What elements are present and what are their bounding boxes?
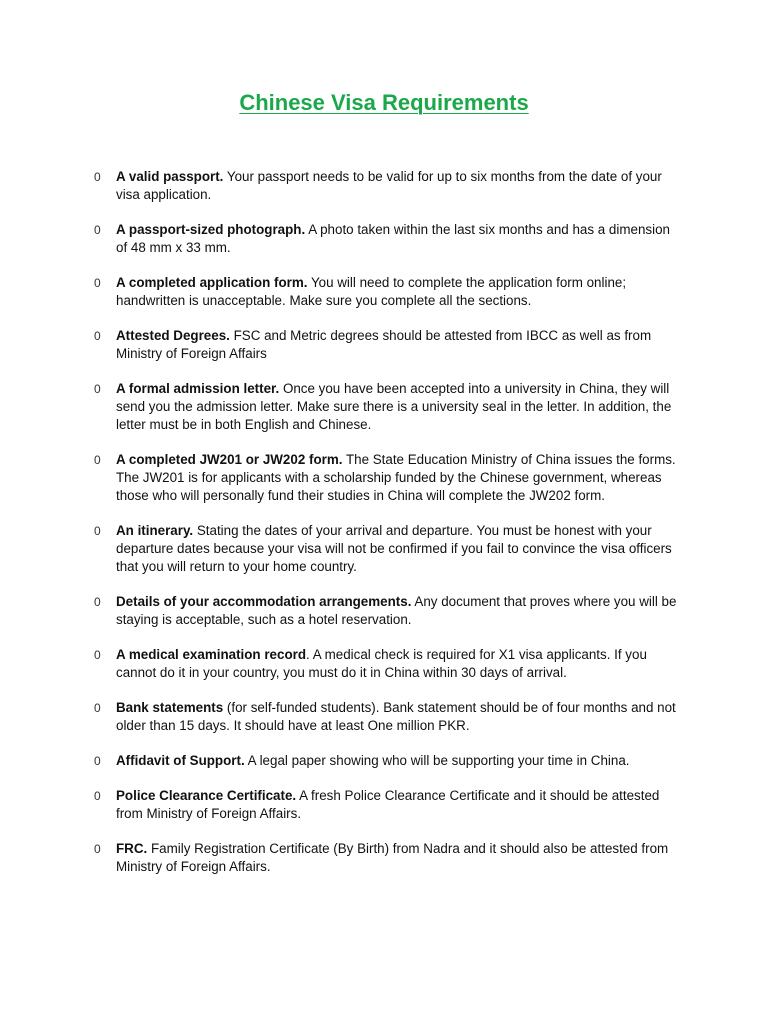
list-item [0, 522, 768, 576]
list-item [0, 380, 768, 434]
list-item [0, 593, 768, 629]
item-text: The State Education Ministry of China issues the forms. The JW201 is for applicants with a scholarship funded by the Chinese government, whereas those who will personally fund their studies in China will complete the JW202 form. [116, 452, 676, 503]
item-text: A photo taken within the last six months and has a dimension of 48 mm x 33 mm. [116, 222, 670, 255]
item-text: Family Registration Certificate (By Birth) from Nadra and it should also be attested from Ministry of Foreign Affairs. [116, 841, 669, 874]
list-item [0, 840, 768, 876]
list-item [0, 451, 768, 505]
list-item [0, 274, 768, 310]
item-heading: A formal admission letter. [116, 381, 280, 396]
item-heading: Attested Degrees. [116, 328, 230, 343]
item-heading: Details of your accommodation arrangements. [116, 594, 412, 609]
bullet-marker: 0 [94, 842, 101, 856]
bullet-marker: 0 [94, 170, 101, 184]
item-heading: A completed JW201 or JW202 form. [116, 452, 343, 467]
list-item [0, 221, 768, 257]
item-text: Once you have been accepted into a university in China, they will send you the admission letter. Make sure there is a university seal in the letter. In addition, the letter must be in both English and Chinese. [116, 381, 672, 432]
list-item [0, 327, 768, 363]
list-item [0, 787, 768, 823]
item-text: Your passport needs to be valid for up to six months from the date of your visa application. [116, 169, 662, 202]
bullet-marker: 0 [94, 223, 101, 237]
item-text: . A medical check is required for X1 visa applicants. If you cannot do it in your country, you must do it in China within 30 days of arrival. [116, 647, 647, 680]
item-heading: An itinerary. [116, 523, 194, 538]
item-heading: A passport-sized photograph. [116, 222, 306, 237]
bullet-marker: 0 [94, 276, 101, 290]
item-text: A legal paper showing who will be supporting your time in China. [244, 753, 630, 768]
bullet-marker: 0 [94, 701, 101, 715]
requirements-list [0, 168, 768, 893]
bullet-marker: 0 [94, 524, 101, 538]
list-item [0, 699, 768, 735]
item-text: Stating the dates of your arrival and departure. You must be honest with your departure dates because your visa will not be confirmed if you fail to convince the visa officers that you will return to your home country. [116, 523, 672, 574]
list-item [0, 752, 768, 770]
item-heading: Affidavit of Support. [116, 753, 245, 768]
page-title-text: Chinese Visa Requirements [239, 90, 529, 115]
item-text: Any document that proves where you will be staying is acceptable, such as a hotel reservation. [116, 594, 677, 627]
list-item [0, 168, 768, 204]
item-heading: Bank statements [116, 700, 224, 715]
bullet-marker: 0 [94, 453, 101, 467]
item-heading: Police Clearance Certificate. [116, 788, 297, 803]
item-text: You will need to complete the application form online; handwritten is unacceptable. Make sure you complete all the sections. [116, 275, 627, 308]
item-heading: FRC. [116, 841, 148, 856]
bullet-marker: 0 [94, 648, 101, 662]
bullet-marker: 0 [94, 382, 101, 396]
item-heading: A valid passport. [116, 169, 224, 184]
item-text: A fresh Police Clearance Certificate and it should be attested from Ministry of Foreign Affairs. [116, 788, 660, 821]
item-heading: A medical examination record [116, 647, 307, 662]
item-text: (for self-funded students). Bank statement should be of four months and not older than 15 days. It should have at least One million PKR. [116, 700, 676, 733]
item-heading: A completed application form. [116, 275, 308, 290]
item-text: FSC and Metric degrees should be attested from IBCC as well as from Ministry of Foreign Affairs [116, 328, 652, 361]
bullet-marker: 0 [94, 595, 101, 609]
bullet-marker: 0 [94, 329, 101, 343]
bullet-marker: 0 [94, 789, 101, 803]
list-item [0, 646, 768, 682]
bullet-marker: 0 [94, 754, 101, 768]
page-title [0, 88, 768, 118]
